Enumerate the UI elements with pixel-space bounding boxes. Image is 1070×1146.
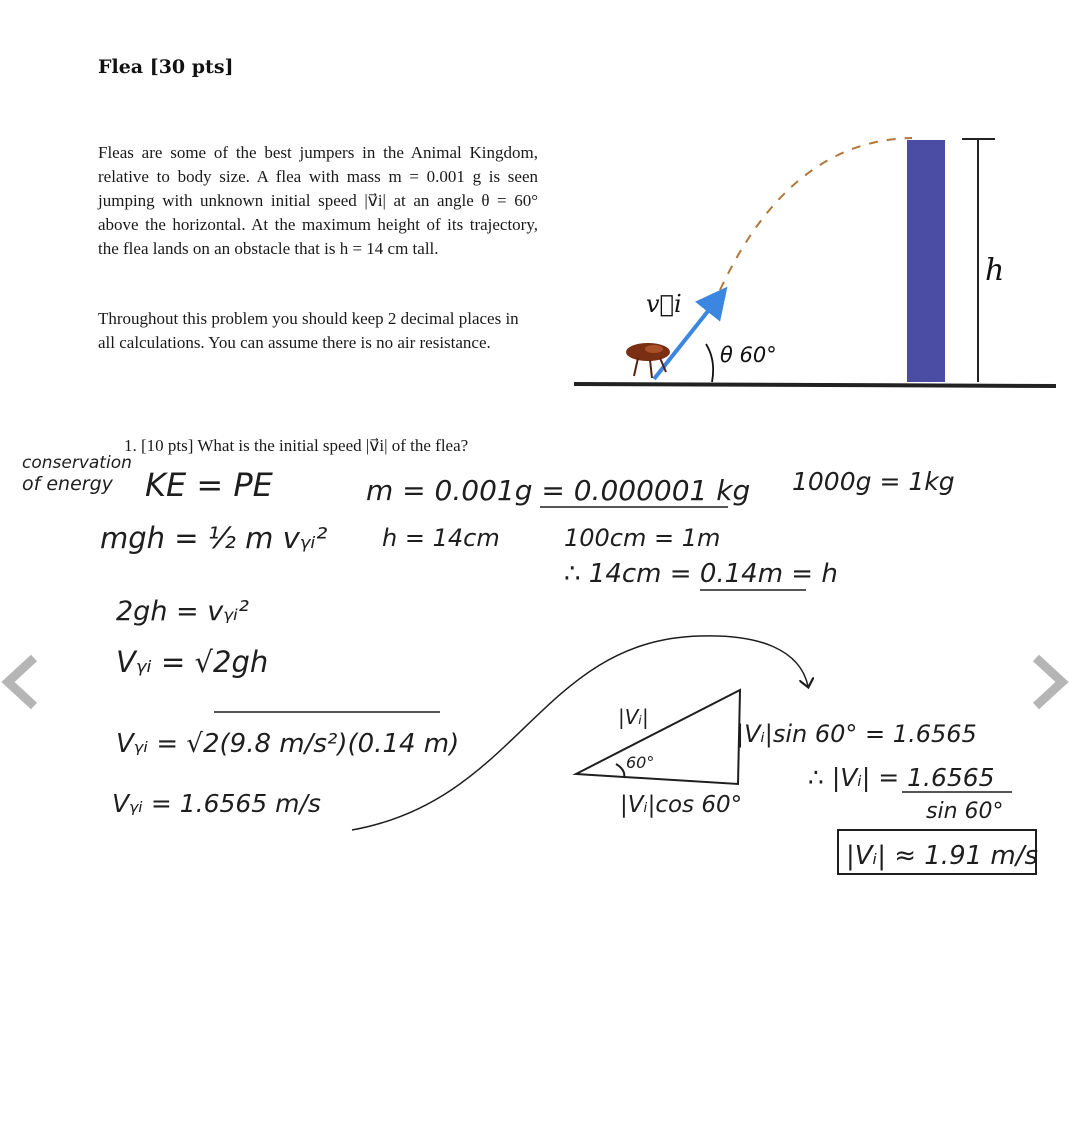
mass-conversion: m = 0.001g = 0.000001 kg: [366, 474, 751, 507]
eq-vy-sqrt: Vᵧᵢ = √2gh: [116, 645, 269, 679]
previous-page-button[interactable]: [0, 652, 44, 712]
triangle-base-label: |Vᵢ|cos 60°: [620, 792, 743, 818]
eq-ke-pe: KE = PE: [145, 466, 273, 504]
flea-diagram: [574, 138, 1056, 386]
problem-instructions: Throughout this problem you should keep 2 decimal places in all calculations. You can assume there is no air resistance.: [98, 309, 519, 352]
method-note-line1: conservation: [22, 453, 132, 473]
trajectory-curve: [720, 138, 912, 290]
cm-m-conversion: 100cm = 1m: [564, 524, 721, 552]
question-1: 1. [10 pts] What is the initial speed |v⃗i| of the flea?: [124, 436, 469, 455]
height-label: h: [985, 253, 1005, 288]
eq-vy-substituted: Vᵧᵢ = √2(9.8 m/s²)(0.14 m): [116, 729, 460, 759]
method-note-line2: of energy: [22, 473, 113, 495]
final-answer: |Vᵢ| ≈ 1.91 m/s: [846, 841, 1039, 871]
angle-arc: [706, 344, 713, 382]
gram-kg-conversion: 1000g = 1kg: [792, 467, 955, 496]
height-conversion: ∴ 14cm = 0.14m = h: [564, 559, 838, 589]
chevron-right-icon: [1036, 658, 1062, 706]
velocity-label: v⃗i: [646, 290, 682, 318]
solve-denominator: sin 60°: [926, 799, 1004, 824]
eq-energy: mgh = ½ m vᵧᵢ²: [100, 521, 328, 555]
component-triangle: [576, 690, 740, 784]
triangle-angle-label: 60°: [626, 753, 655, 772]
vertical-component-eq: |Vᵢ|sin 60° = 1.6565: [736, 720, 977, 748]
angle-label: θ 60°: [720, 343, 777, 367]
solve-numerator: ∴ |Vᵢ| = 1.6565: [808, 763, 995, 792]
triangle-hypotenuse-label: |Vᵢ|: [618, 705, 649, 729]
problem-title: Flea [30 pts]: [98, 56, 234, 78]
eq-vy-value: Vᵧᵢ = 1.6565 m/s: [112, 789, 321, 818]
eq-2gh: 2gh = vᵧᵢ²: [116, 596, 249, 627]
obstacle-bar: [907, 140, 945, 382]
handwritten-work: [22, 453, 1038, 874]
chevron-left-icon: [8, 658, 34, 706]
problem-statement: Fleas are some of the best jumpers in the Animal Kingdom, relative to body size. A flea with mass m = 0.001 g is seen jumping with unknown initial speed |v⃗i| at an angle θ = 60° above the horizontal. At the maximum height of its trajectory, the flea lands on an obstacle that is h = 14 cm tall.: [98, 143, 538, 258]
height-given: h = 14cm: [382, 524, 500, 552]
ground-line: [574, 384, 1056, 386]
next-page-button[interactable]: [1026, 652, 1070, 712]
flea-image: [626, 343, 670, 378]
